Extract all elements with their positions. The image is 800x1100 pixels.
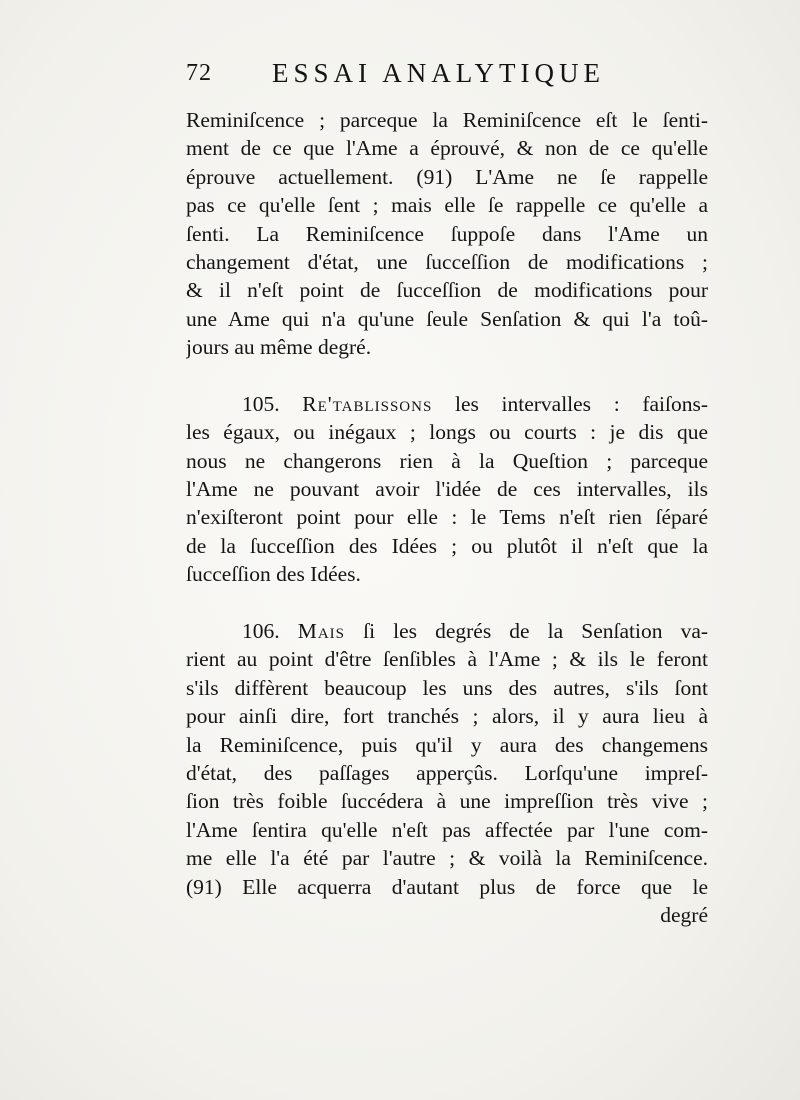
page-header [186,58,706,98]
paragraph-104-continued [186,106,708,362]
paragraph-lead: Re'tablissons [302,391,433,416]
text-line [186,390,708,418]
paragraph-number: 105. [242,391,280,416]
text-line: nous ne changerons rien à la Queſtion ; parceque [186,448,708,473]
text-line: l'Ame ne pouvant avoir l'idée de ces intervalles, ils [186,477,708,502]
paragraph-lead: Mais [297,619,346,644]
text-line: ſucceſſion des Idées. [186,562,361,587]
running-title: ESSAI ANALYTIQUE [272,58,606,88]
text-line: n'exiſteront point pour elle : le Tems n'eſt rien ſéparé [186,505,708,530]
paragraph-105 [186,390,708,589]
paragraph-gap [186,362,708,390]
text-line: une Ame qui n'a qu'une ſeule Senſation & qui l'a toû- [186,306,708,331]
text-line: d'état, des paſſages apperçûs. Lorſqu'une impreſ- [186,760,708,785]
text-line: de la ſucceſſion des Idées ; ou plutôt il n'eſt que la [186,533,708,558]
paragraph-gap [186,589,708,617]
text-line: & il n'eſt point de ſucceſſion de modifications pour [186,278,708,303]
text-run: les intervalles : faiſons- [454,391,708,416]
text-line: Reminiſcence ; parceque la Reminiſcence eſt le ſenti- [186,108,708,132]
text-line: s'ils diffèrent beaucoup les uns des autres, s'ils ſont [186,675,708,700]
text-line: pour ainſi dire, fort tranchés ; alors, il y aura lieu à [186,704,708,729]
text-line: éprouve actuellement. (91) L'Ame ne ſe rappelle [186,164,708,189]
text-line: pas ce qu'elle ſent ; mais elle ſe rappelle ce qu'elle a [186,193,708,218]
text-line: changement d'état, une ſucceſſion de modifications ; [186,249,708,274]
text-line: les égaux, ou inégaux ; longs ou courts : je dis que [186,420,708,445]
text-line: rient au point d'être ſenſibles à l'Ame ; & ils le feront [186,647,708,672]
text-line: me elle l'a été par l'autre ; & voilà la Reminiſcence. [186,846,708,871]
paragraph-106 [186,617,708,929]
text-line: l'Ame ſentira qu'elle n'eſt pas affectée par l'une com- [186,817,708,842]
body-text [186,106,708,929]
text-line: jours au même degré. [186,335,372,360]
text-line: ſion très foible ſuccédera à une impreſſion très vive ; [186,789,708,814]
page-number: 72 [186,60,212,86]
text-line: ſenti. La Reminiſcence ſuppoſe dans l'Ame un [186,221,708,246]
text-run: ſi les degrés de la Senſation va- [363,619,708,644]
text-line: ment de ce que l'Ame a éprouvé, & non de ce qu'elle [186,136,708,161]
paragraph-number: 106. [242,619,280,644]
text-line: (91) Elle acquerra d'autant plus de force que le [186,874,708,899]
text-line: la Reminiſcence, puis qu'il y aura des changemens [186,732,708,757]
catchword: degré [660,902,708,927]
text-line [186,617,708,645]
